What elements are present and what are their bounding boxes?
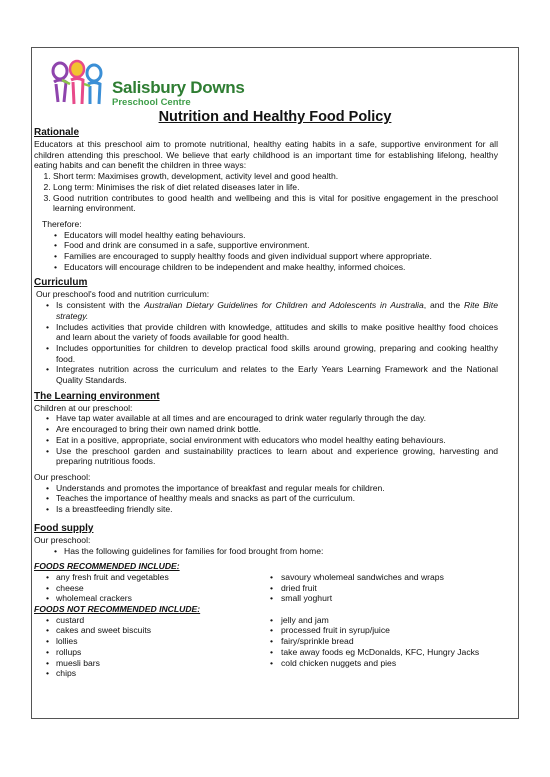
list-item: • Includes activities that provide children with knowledge, attitudes and skills to make positive healthy food choices and learn about the variety of foods available for good health.	[34, 322, 498, 343]
brand-subtitle: Preschool Centre	[112, 97, 191, 108]
list-item: • fairy/sprinkle bread	[266, 636, 479, 647]
curriculum-heading: Curriculum	[34, 277, 88, 289]
list-item: • cold chicken nuggets and pies	[266, 658, 479, 669]
list-item: 3. Good nutrition contributes to good health and wellbeing and this is vital for positive engagement in the preschool learning environment.	[53, 193, 498, 214]
list-item: • Families are encouraged to supply healthy foods and given individual support where appropriate.	[34, 251, 498, 262]
list-item: • Educators will model healthy eating behaviours.	[34, 230, 498, 241]
list-item: • Educators will encourage children to be independent and make healthy, informed choices.	[34, 262, 498, 273]
therefore-list	[34, 230, 498, 273]
list-item: • processed fruit in syrup/juice	[266, 625, 479, 636]
list-item: • rollups	[34, 647, 266, 658]
list-item: • savoury wholemeal sandwiches and wraps	[266, 572, 498, 583]
list-item: • any fresh fruit and vegetables	[34, 572, 266, 583]
recommended-heading: FOODS RECOMMENDED INCLUDE:	[34, 561, 180, 572]
list-item: • small yoghurt	[266, 593, 498, 604]
rationale-ways-list	[34, 171, 498, 214]
not-recommended-heading: FOODS NOT RECOMMENDED INCLUDE:	[34, 604, 201, 615]
list-item: • muesli bars	[34, 658, 266, 669]
list-item: • Have tap water available at all times and are encouraged to drink water regularly through the day.	[34, 413, 498, 424]
list-item: • Is a breastfeeding friendly site.	[34, 504, 498, 515]
list-item: 2. Long term: Minimises the risk of diet related diseases later in life.	[53, 182, 498, 193]
list-item: 1. Short term: Maximises growth, development, activity level and good health.	[53, 171, 498, 182]
list-item: • cakes and sweet biscuits	[34, 625, 266, 636]
brand-name: Salisbury Downs	[112, 78, 245, 97]
list-item	[34, 300, 498, 321]
not-recommended-right-list	[266, 615, 479, 679]
food-supply-intro: Our preschool:	[34, 534, 91, 545]
list-item: • jelly and jam	[266, 615, 479, 626]
list-item: • Eat in a positive, appropriate, social environment with educators who model healthy eating behaviours.	[34, 435, 498, 446]
list-item: • Food and drink are consumed in a safe, supportive environment.	[34, 240, 498, 251]
list-item: • cheese	[34, 583, 266, 594]
list-item: • dried fruit	[266, 583, 498, 594]
recommended-columns	[34, 572, 498, 604]
recommended-right-list	[266, 572, 498, 604]
list-item: • Use the preschool garden and sustainability practices to learn about and experience growing, harvesting and preparing nutritious foods.	[34, 446, 498, 467]
preschool-list	[34, 483, 498, 515]
not-recommended-left-list	[34, 615, 266, 679]
policy-body	[34, 127, 498, 679]
therefore-label: Therefore:	[42, 218, 82, 229]
learning-heading: The Learning environment	[34, 390, 160, 402]
rationale-intro: Educators at this preschool aim to promote nutritional, healthy eating habits in a safe, supportive environment for all children attending this preschool. We believe that early childhood is an important time for establishing lifelong, healthy eating habits and can benefit the children in three ways:	[34, 139, 498, 171]
curriculum-list	[34, 300, 498, 386]
children-figures-logo	[48, 58, 110, 110]
strategy-title: Rite Bite strategy.	[56, 300, 498, 321]
recommended-left-list	[34, 572, 266, 604]
list-item: • wholemeal crackers	[34, 593, 266, 604]
list-item: • custard	[34, 615, 266, 626]
rationale-heading: Rationale	[34, 127, 80, 138]
list-item: • Includes opportunities for children to develop practical food skills around growing, preparing and cooking healthy food.	[34, 343, 498, 364]
not-recommended-columns	[34, 615, 498, 679]
list-item: • lollies	[34, 636, 266, 647]
guidelines-title: Australian Dietary Guidelines for Children and Adolescents in Australia	[144, 300, 424, 311]
learning-list	[34, 413, 498, 467]
list-item: • Understands and promotes the importance of breakfast and regular meals for children.	[34, 483, 498, 494]
food-supply-heading: Food supply	[34, 522, 94, 534]
learning-intro: Children at our preschool:	[34, 402, 133, 413]
list-item: • Integrates nutrition across the curriculum and relates to the Early Years Learning Framework and the National Quality Standards.	[34, 364, 498, 385]
list-item: • Teaches the importance of healthy meals and snacks as part of the curriculum.	[34, 493, 498, 504]
page-title: Nutrition and Healthy Food Policy	[158, 109, 392, 125]
text: , and the	[423, 300, 465, 311]
text: Is consistent with the	[56, 300, 145, 311]
list-item: • Are encouraged to bring their own named drink bottle.	[34, 424, 498, 435]
list-item: • Has the following guidelines for families for food brought from home:	[34, 546, 498, 557]
learning-intro-2: Our preschool:	[34, 471, 91, 482]
food-guideline-list	[34, 546, 498, 557]
list-item: • take away foods eg McDonalds, KFC, Hungry Jacks	[266, 647, 479, 658]
curriculum-intro: Our preschool's food and nutrition curriculum:	[36, 289, 210, 300]
list-item: • chips	[34, 668, 266, 679]
